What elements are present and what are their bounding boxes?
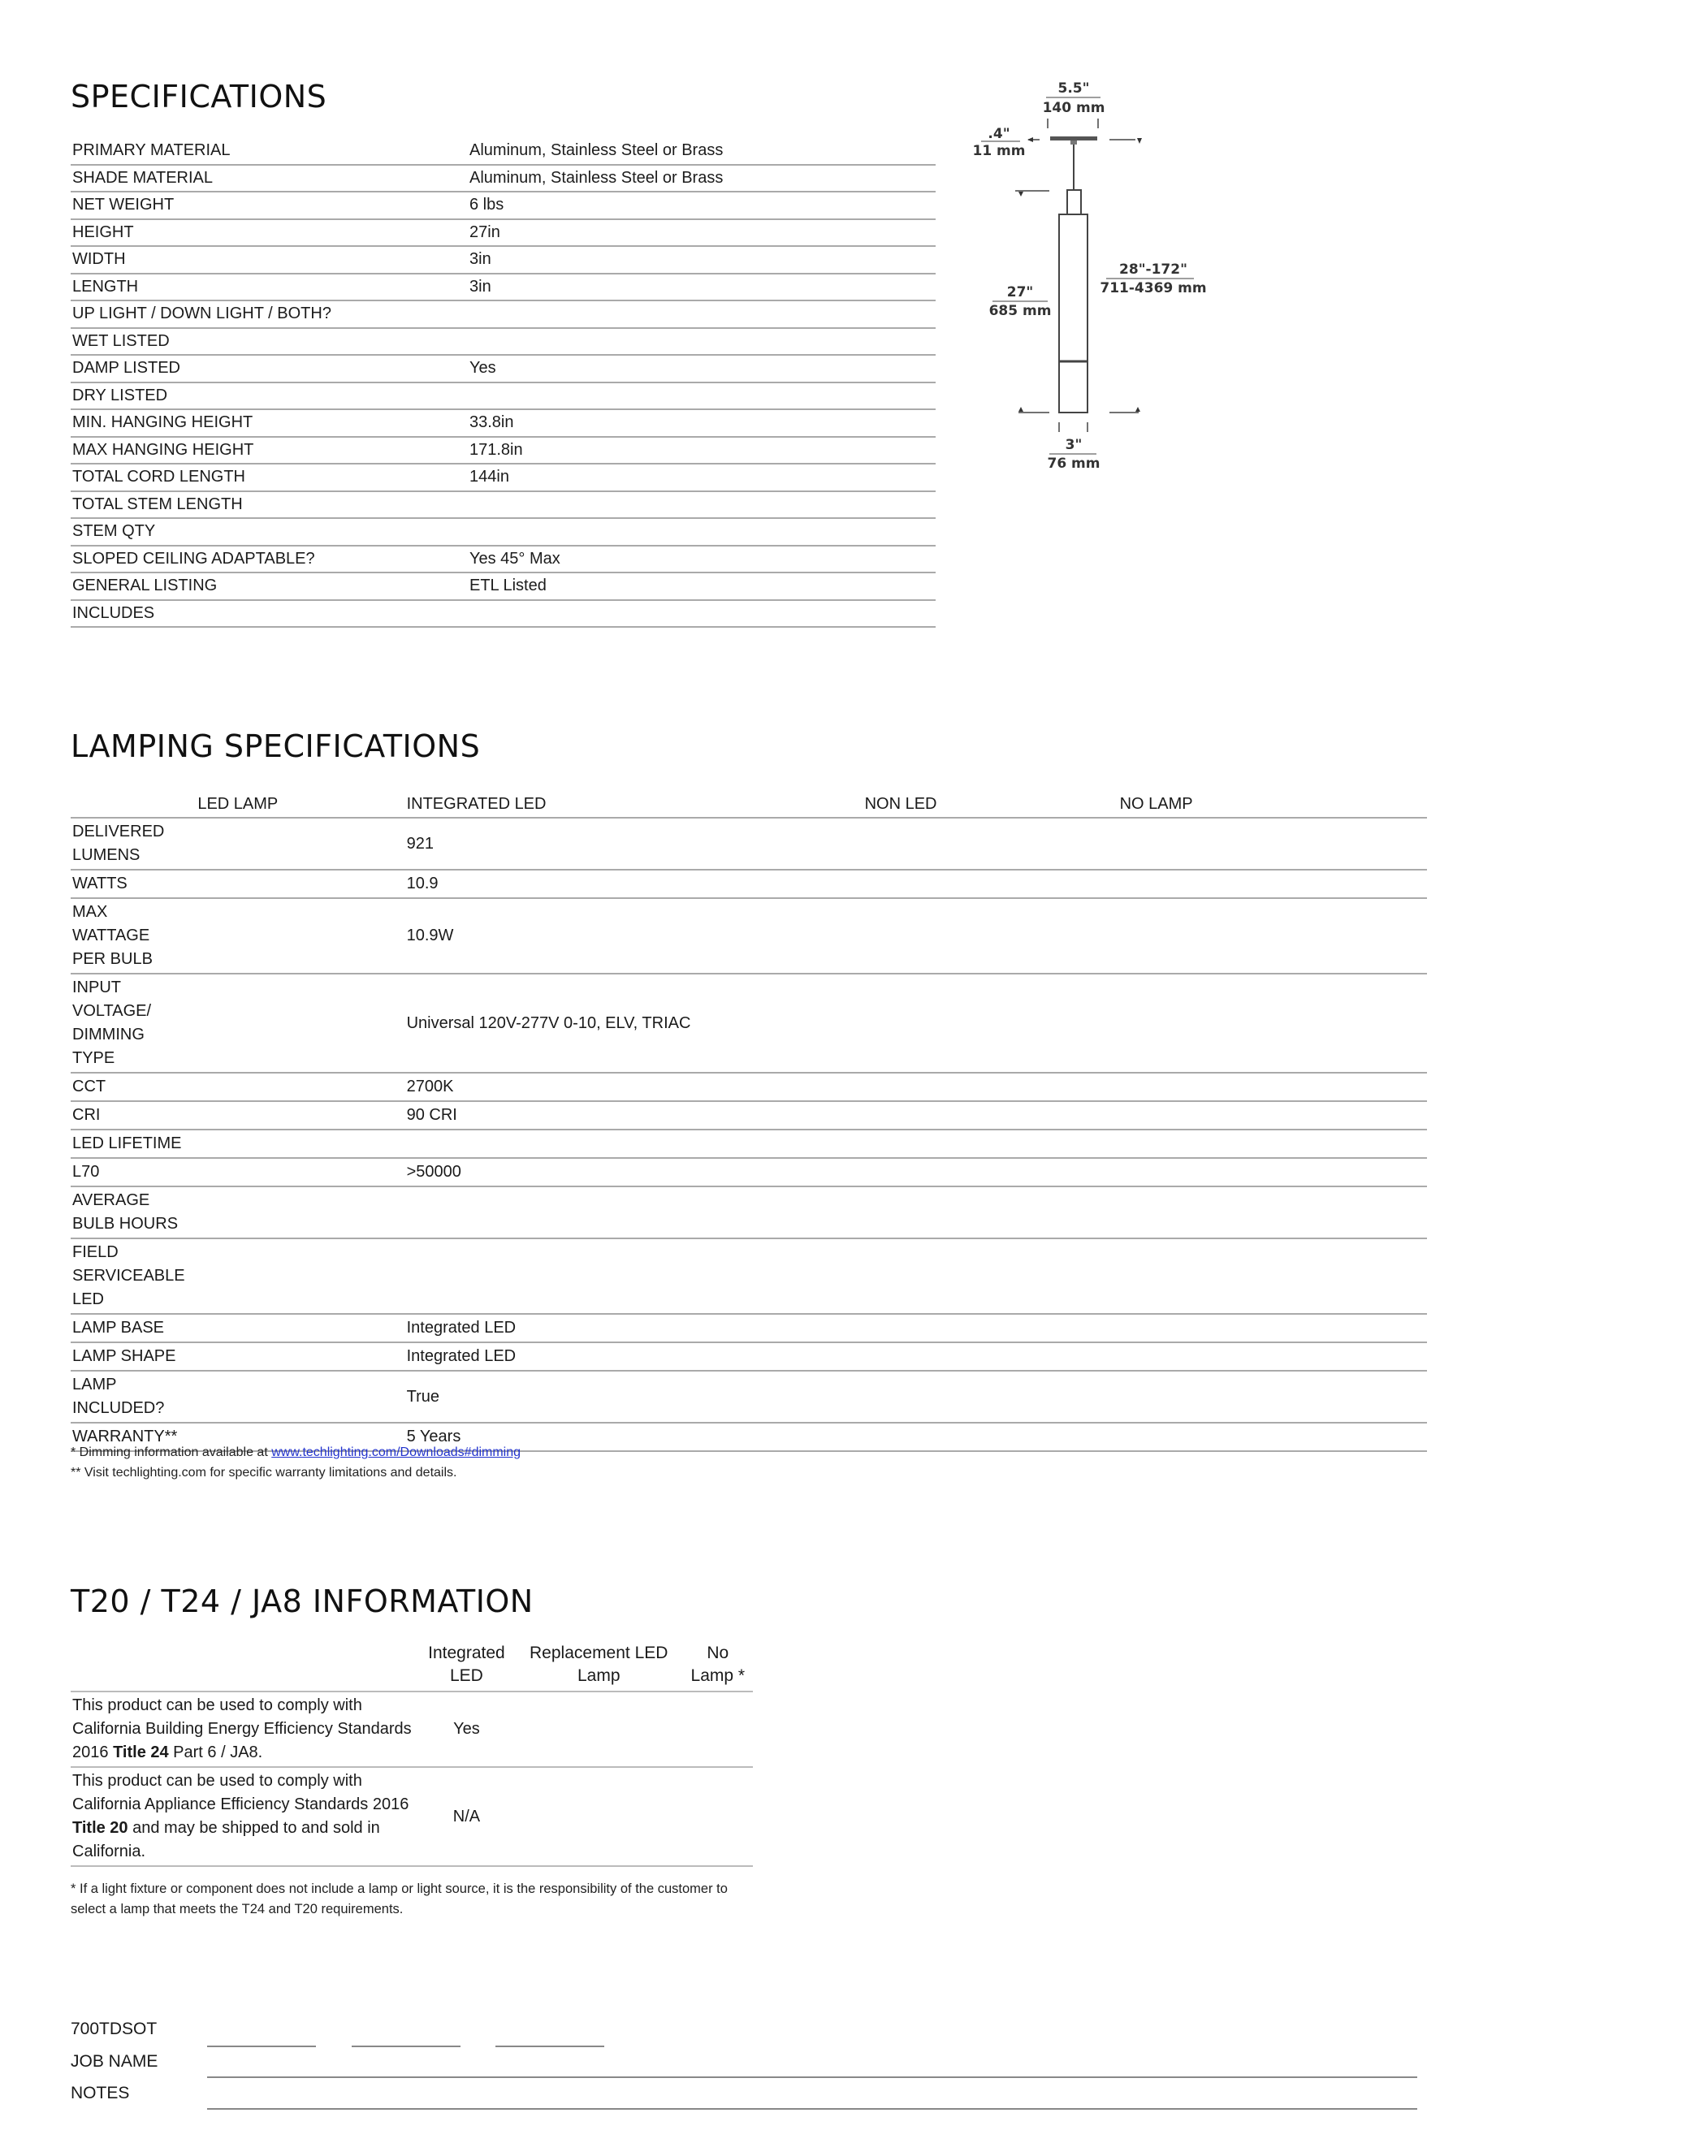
- spec-row: [71, 464, 936, 491]
- canopy-fitting: [1070, 140, 1077, 145]
- canopy-height-in: .4": [988, 126, 1010, 142]
- canopy-width-mm: 140 mm: [1042, 100, 1105, 116]
- model-option-field-3[interactable]: [495, 2046, 604, 2047]
- t20-title-ref: Title 20: [72, 1819, 128, 1837]
- lamping-row: [71, 1371, 1427, 1423]
- neck: [1067, 190, 1081, 214]
- arrow-icon: [1018, 192, 1023, 197]
- t20-desc-text: This product can be used to comply with California Appliance Efficiency Standards 2016: [72, 1772, 409, 1813]
- lamping-value: 10.9W: [405, 898, 863, 974]
- spec-row: [71, 518, 936, 546]
- overall-height-mm: 711-4369 mm: [1100, 280, 1207, 296]
- t20-desc-text: Part 6 / JA8.: [168, 1743, 263, 1761]
- spec-value: 171.8in: [468, 437, 936, 464]
- lamping-row: [71, 898, 1427, 974]
- lamping-label: L70: [71, 1158, 187, 1186]
- spec-value: Yes 45° Max: [468, 546, 936, 573]
- lamping-value: [405, 1130, 863, 1158]
- spec-value: 6 lbs: [468, 192, 936, 219]
- spec-value: 3in: [468, 246, 936, 274]
- t20-table: [71, 1642, 753, 1867]
- t20-desc-text: and may be shipped to and sold in California.: [72, 1819, 380, 1860]
- spec-row: [71, 437, 936, 464]
- lamping-value: 5 Years: [405, 1423, 863, 1451]
- spec-label: SHADE MATERIAL: [71, 165, 468, 192]
- spec-value: 3in: [468, 274, 936, 301]
- arrow-icon: [1137, 138, 1142, 144]
- spec-value: 33.8in: [468, 409, 936, 437]
- model-number: 700TDSOT: [71, 2020, 158, 2038]
- spec-row: [71, 355, 936, 382]
- body-width-mm: 76 mm: [1047, 456, 1100, 472]
- body-height-mm: 685 mm: [988, 303, 1052, 319]
- body-width-ticks: [1059, 422, 1087, 432]
- col-no-lamp: NO LAMP: [1118, 786, 1427, 818]
- model-option-field-2[interactable]: [352, 2046, 461, 2047]
- lamping-value: [405, 1238, 863, 1314]
- spec-row: [71, 165, 936, 192]
- t20-footnote: * If a light fixture or component does not include a lamp or light source, it is the responsibility of the customer to select a lamp that meets the T24 and T20 requirements.: [71, 1882, 728, 1916]
- spec-label: STEM QTY: [71, 518, 468, 546]
- lamping-row: [71, 818, 1427, 870]
- lamping-value: Integrated LED: [405, 1342, 863, 1371]
- t20-value: [683, 1692, 753, 1767]
- t20-desc-text: This product can be used to comply with California Building Energy Efficiency Standards 2016: [72, 1696, 412, 1761]
- lamping-row: [71, 1186, 1427, 1238]
- spec-value: ETL Listed: [468, 572, 936, 600]
- lamping-row: [71, 974, 1427, 1073]
- lamping-label: LAMP BASE: [71, 1314, 187, 1342]
- spec-row: [71, 572, 936, 600]
- lamping-label: FIELD SERVICEABLE LED: [71, 1238, 187, 1314]
- spec-value: [468, 300, 936, 328]
- lamping-row: [71, 1101, 1427, 1130]
- lamping-value: 2700K: [405, 1073, 863, 1101]
- canopy-height-mm: 11 mm: [972, 143, 1026, 159]
- lamping-label: MAX WATTAGE PER BULB: [71, 898, 187, 974]
- specifications-title: SPECIFICATIONS: [71, 79, 327, 114]
- spec-value: [468, 328, 936, 356]
- spec-value: [468, 518, 936, 546]
- lamping-label: WARRANTY**: [71, 1423, 187, 1451]
- spec-row: [71, 546, 936, 573]
- lamping-label: AVERAGE BULB HOURS: [71, 1186, 187, 1238]
- spec-row: [71, 219, 936, 247]
- spec-label: DAMP LISTED: [71, 355, 468, 382]
- spec-row: [71, 300, 936, 328]
- specifications-table: [71, 138, 936, 628]
- spec-row: [71, 491, 936, 519]
- notes-field[interactable]: [207, 2108, 1417, 2110]
- t20-title-ref: Title 24: [113, 1743, 169, 1761]
- job-name-label: JOB NAME: [71, 2052, 158, 2071]
- lamping-label: CRI: [71, 1101, 187, 1130]
- spec-row: [71, 246, 936, 274]
- lamping-row: [71, 1238, 1427, 1314]
- dimming-footnote-text: * Dimming information available at: [71, 1445, 272, 1459]
- spec-label: UP LIGHT / DOWN LIGHT / BOTH?: [71, 300, 468, 328]
- t20-value: N/A: [418, 1767, 515, 1866]
- job-name-field[interactable]: [207, 2076, 1417, 2078]
- lamping-label: INPUT VOLTAGE/ DIMMING TYPE: [71, 974, 187, 1073]
- spec-row: [71, 138, 936, 165]
- t20-value: Yes: [418, 1692, 515, 1767]
- spec-label: LENGTH: [71, 274, 468, 301]
- lamping-value: True: [405, 1371, 863, 1423]
- t20-value: [515, 1767, 683, 1866]
- overall-height-in: 28"-172": [1119, 261, 1187, 278]
- body-shade: [1059, 214, 1087, 413]
- spec-row: [71, 274, 936, 301]
- spec-label: WIDTH: [71, 246, 468, 274]
- spec-label: WET LISTED: [71, 328, 468, 356]
- canopy: [1050, 136, 1097, 140]
- t20-header: Integrated LED: [418, 1642, 515, 1692]
- lamping-table: [71, 786, 1427, 1452]
- t20-value: [515, 1692, 683, 1767]
- t20-header: [71, 1642, 418, 1692]
- spec-label: SLOPED CEILING ADAPTABLE?: [71, 546, 468, 573]
- t20-description: [71, 1692, 418, 1767]
- t20-row: [71, 1767, 753, 1866]
- lamping-row: [71, 1342, 1427, 1371]
- spec-value: 144in: [468, 464, 936, 491]
- lamping-value: >50000: [405, 1158, 863, 1186]
- lamping-title: LAMPING SPECIFICATIONS: [71, 728, 481, 764]
- spec-label: INCLUDES: [71, 600, 468, 628]
- dimming-link[interactable]: www.techlighting.com/Downloads#dimming: [271, 1445, 521, 1459]
- lamping-value: Integrated LED: [405, 1314, 863, 1342]
- dimming-footnote: [71, 1442, 521, 1463]
- lamping-value: 921: [405, 818, 863, 870]
- arrow-icon: [1027, 137, 1033, 142]
- spec-row: [71, 600, 936, 628]
- lamping-label: DELIVERED LUMENS: [71, 818, 187, 870]
- spec-row: [71, 328, 936, 356]
- spec-value: Aluminum, Stainless Steel or Brass: [468, 138, 936, 165]
- spec-label: MAX HANGING HEIGHT: [71, 437, 468, 464]
- spec-label: DRY LISTED: [71, 382, 468, 410]
- body-height-in: 27": [1006, 284, 1034, 300]
- notes-label: NOTES: [71, 2084, 130, 2102]
- model-option-field-1[interactable]: [207, 2046, 316, 2047]
- lamping-value: 90 CRI: [405, 1101, 863, 1130]
- warranty-footnote: ** Visit techlighting.com for specific warranty limitations and details.: [71, 1466, 457, 1480]
- lamping-label: WATTS: [71, 870, 187, 898]
- lamping-label: LAMP INCLUDED?: [71, 1371, 187, 1423]
- lamping-label: LAMP SHAPE: [71, 1342, 187, 1371]
- body-width-in: 3": [1065, 437, 1083, 453]
- fixture-dimension-diagram: [958, 65, 1283, 536]
- spec-label: TOTAL CORD LENGTH: [71, 464, 468, 491]
- t20-description: [71, 1767, 418, 1866]
- lamping-row: [71, 1158, 1427, 1186]
- spec-label: TOTAL STEM LENGTH: [71, 491, 468, 519]
- lamping-row: [71, 1130, 1427, 1158]
- t20-header: No Lamp *: [683, 1642, 753, 1692]
- canopy-width-ticks: [1048, 119, 1098, 128]
- spec-value: 27in: [468, 219, 936, 247]
- lamping-row: [71, 1314, 1427, 1342]
- t20-header: Replacement LED Lamp: [515, 1642, 683, 1692]
- arrow-icon: [1135, 407, 1140, 412]
- spec-row: [71, 382, 936, 410]
- spec-value: [468, 600, 936, 628]
- spec-label: PRIMARY MATERIAL: [71, 138, 468, 165]
- col-non-led: NON LED: [863, 786, 1118, 818]
- spec-row: [71, 192, 936, 219]
- canopy-width-in: 5.5": [1057, 80, 1090, 97]
- spec-value: Aluminum, Stainless Steel or Brass: [468, 165, 936, 192]
- lamping-value: Universal 120V-277V 0-10, ELV, TRIAC: [405, 974, 863, 1073]
- spec-label: MIN. HANGING HEIGHT: [71, 409, 468, 437]
- spec-value: [468, 382, 936, 410]
- t20-title: T20 / T24 / JA8 INFORMATION: [71, 1584, 534, 1619]
- t20-value: [683, 1767, 753, 1866]
- spec-label: HEIGHT: [71, 219, 468, 247]
- spec-value: [468, 491, 936, 519]
- spec-row: [71, 409, 936, 437]
- spec-label: NET WEIGHT: [71, 192, 468, 219]
- lamping-label: CCT: [71, 1073, 187, 1101]
- spec-value: Yes: [468, 355, 936, 382]
- spec-label: GENERAL LISTING: [71, 572, 468, 600]
- col-led-lamp: LED LAMP: [71, 786, 405, 818]
- lamping-row: [71, 870, 1427, 898]
- lamping-label: LED LIFETIME: [71, 1130, 187, 1158]
- col-integrated-led: INTEGRATED LED: [405, 786, 863, 818]
- lamping-row: [71, 1073, 1427, 1101]
- lamping-value: [405, 1186, 863, 1238]
- arrow-icon: [1018, 407, 1023, 412]
- lamping-value: 10.9: [405, 870, 863, 898]
- t20-row: [71, 1692, 753, 1767]
